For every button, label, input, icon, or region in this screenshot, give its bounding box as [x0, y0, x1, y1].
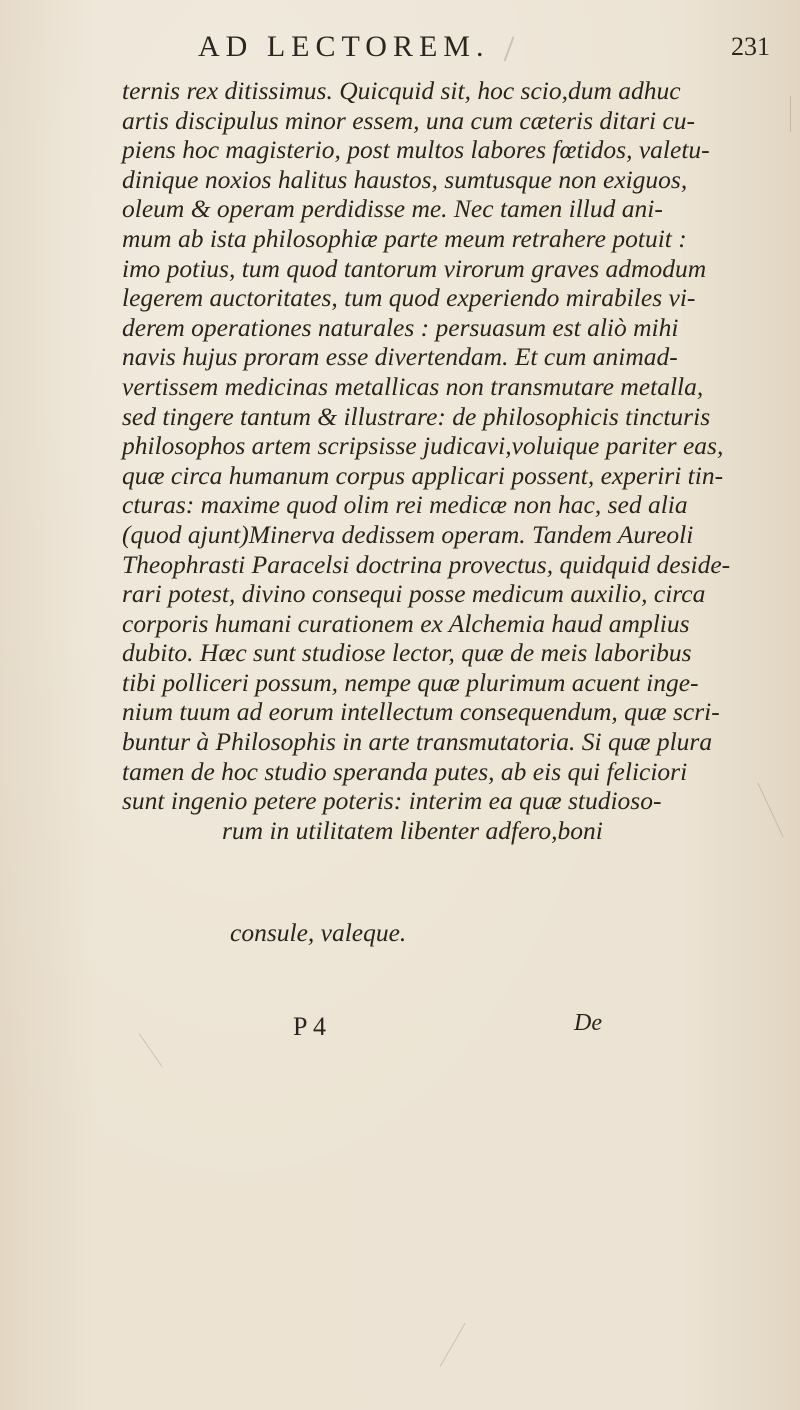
text-line: rari potest, divino consequi posse medicum auxilio, circa	[122, 579, 706, 609]
page-number: 231	[731, 32, 770, 61]
text-line: sunt ingenio petere poteris: interim ea quæ studioso-	[122, 786, 662, 816]
text-line: quæ circa humanum corpus applicari possent, experiri tin-	[122, 460, 724, 490]
text-line: (quod ajunt)Minerva dedissem operam. Tandem Aureoli	[122, 519, 694, 549]
text-line: cturas: maxime quod olim rei medicæ non hac, sed alia	[122, 490, 688, 520]
text-line: vertissem medicinas metallicas non transmutare metalla,	[122, 371, 704, 401]
catchword: De	[574, 1010, 602, 1036]
text-line: dinique noxios halitus haustos, sumtusque non exiguos,	[122, 164, 688, 194]
text-line: Theophrasti Paracelsi doctrina provectus, quidquid deside-	[122, 549, 731, 579]
text-line: philosophos artem scripsisse judicavi,voluique pariter eas,	[122, 431, 724, 461]
text-line: nium tuum ad eorum intellectum consequendum, quæ scri-	[122, 697, 720, 727]
text-line: oleum & operam perdidisse me. Nec tamen illud ani-	[122, 194, 663, 224]
signature-mark: P 4	[293, 1012, 326, 1041]
text-line: rum in utilitatem libenter adfero,boni	[222, 815, 603, 845]
paper-crease	[440, 1323, 466, 1367]
text-line: artis discipulus minor essem, una cum cæteris ditari cu-	[122, 105, 696, 135]
text-line: mum ab ista philosophiæ parte meum retrahere potuit :	[122, 223, 687, 253]
paper-crease	[139, 1033, 163, 1066]
text-line: corporis humani curationem ex Alchemia haud amplius	[122, 608, 690, 638]
page-header	[150, 30, 770, 70]
text-line: ternis rex ditissimus. Quicquid sit, hoc scio,dum adhuc	[122, 76, 681, 105]
text-line: sed tingere tantum & illustrare: de philosophicis tincturis	[122, 401, 711, 431]
text-line: legerem auctoritates, tum quod experiendo mirabiles vi-	[122, 283, 696, 313]
text-line: piens hoc magisterio, post multos labores fœtidos, valetu-	[122, 135, 710, 165]
text-line: buntur à Philosophis in arte transmutatoria. Si quæ plura	[122, 727, 713, 757]
text-line: tamen de hoc studio speranda putes, ab eis qui feliciori	[122, 756, 688, 786]
text-line: tibi polliceri possum, nempe quæ plurimum acuent inge-	[122, 667, 699, 697]
text-line: dubito. Hæc sunt studiose lector, quæ de meis laboribus	[122, 638, 692, 668]
paper-crease	[790, 96, 791, 132]
closing-line: consule, valeque.	[230, 918, 407, 947]
text-line: imo potius, tum quod tantorum virorum graves admodum	[122, 253, 707, 283]
text-line: navis hujus proram esse divertendam. Et cum animad-	[122, 342, 678, 372]
text-line: derem operationes naturales : persuasum est aliò mihi	[122, 312, 679, 342]
body-text	[122, 76, 762, 845]
running-head: AD LECTOREM.	[198, 30, 490, 63]
